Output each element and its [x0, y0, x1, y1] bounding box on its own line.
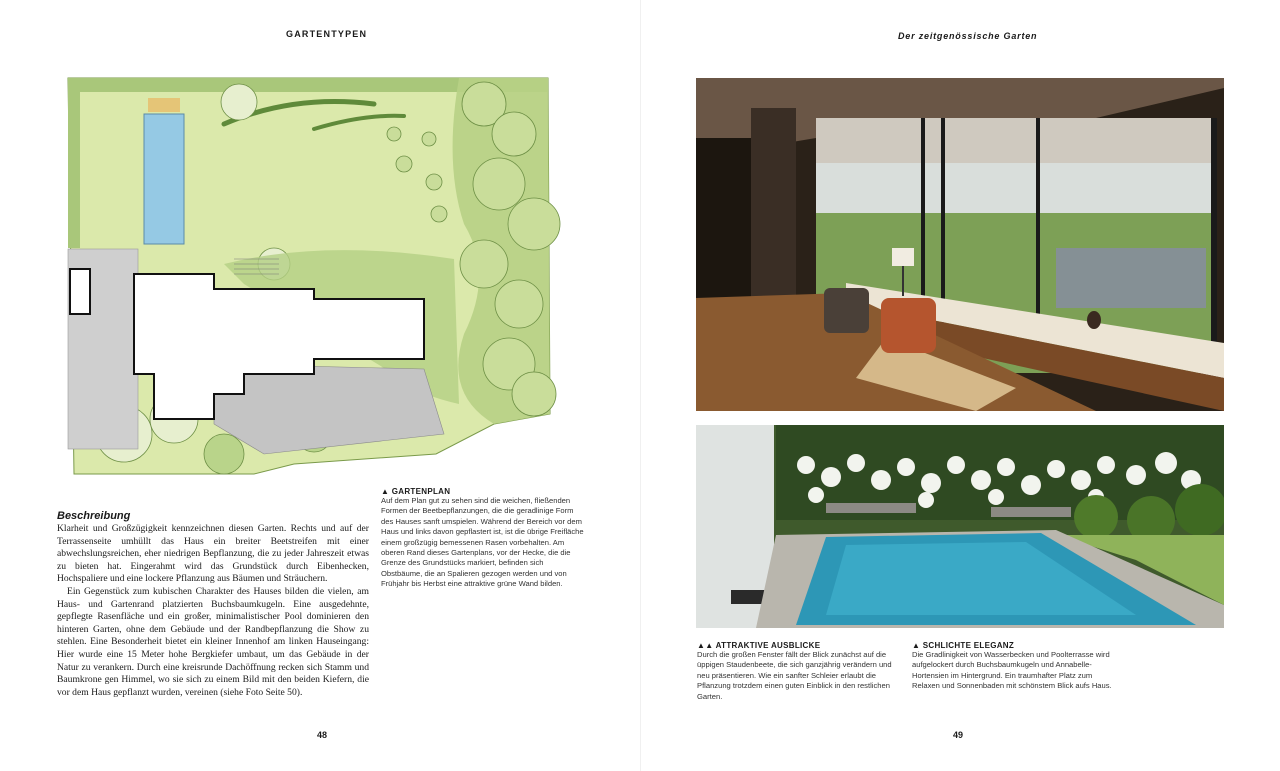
page-gutter	[640, 0, 641, 771]
chapter-header: Der zeitgenössische Garten	[898, 31, 1038, 41]
description-heading: Beschreibung	[57, 510, 131, 522]
views-caption-title: ▲▲ ATTRAKTIVE AUSBLICKE	[697, 641, 821, 650]
page-number-left: 48	[317, 730, 328, 740]
section-header: GARTENTYPEN	[286, 29, 368, 39]
elegance-caption	[912, 641, 1118, 692]
views-caption	[697, 641, 902, 702]
plan-caption	[381, 487, 585, 590]
garden-plan-illustration	[64, 74, 576, 494]
description-paragraph: Klarheit und Großzügigkeit kennzeichnen diesen Garten. Rechts und auf der Terrassenseite umhüllt das Haus ein breiter Beetstreifen mit einer abwechslungsreichen, eher niedrigen Bepflanzung, die zu jeder Jahreszeit etwas zu bieten hat. Eingerahmt wird das Grundstück durch Eibenhecken, Hochspaliere und eine lockere Pflanzung aus Bäumen und Sträuchern.	[57, 523, 369, 585]
plan-caption-title: ▲ GARTENPLAN	[381, 487, 451, 496]
page-number-right: 49	[953, 730, 964, 740]
elegance-caption-title: ▲ SCHLICHTE ELEGANZ	[912, 641, 1015, 650]
elegance-caption-text: Die Gradlinigkeit von Wasserbecken und Poolterrasse wird aufgelockert durch Buchsbaumkugeln und Annabelle-Hortensien im Hintergrund. Ein traumhafter Platz zum Relaxen und Sonnenbaden mit schönstem Blick aufs Haus.	[912, 650, 1112, 691]
interior-window-photo	[696, 78, 1224, 411]
views-caption-text: Durch die großen Fenster fällt der Blick zunächst auf die üppigen Staudenbeete, die sich ganzjährig verändern und neu präsentieren. Wie ein sanfter Schleier erlaubt die Pflanzung trotzdem einen guten Einblick in den restlichen Garten.	[697, 650, 892, 701]
description-paragraph: Ein Gegenstück zum kubischen Charakter des Hauses bilden die vielen, am Haus- und Gartenrand platzierten Buchsbaumkugeln. Eine ausgedehnte, gepflegte Rasenfläche und ein großer, minimalistischer Pool dominieren den hinteren Garten, ohne dem Gebäude und der Randbepflanzung die Show zu stehlen. Eine Besonderheit bietet ein kleiner Innenhof am linken Hauseingang: Hier wurde eine 15 Meter hohe Bergkiefer umbaut, um das Gebäude in der Natur zu verankern. Durch eine kreisrunde Dachöffnung recken sich Stamm und Baumkrone gen Himmel, wo sie sich zu einem Bild mit den beiden Kiefern, die vor dem Haus gepflanzt wurden, vereinen (siehe Foto Seite 50).	[57, 585, 369, 698]
pool-photo	[696, 425, 1224, 628]
plan-caption-text: Auf dem Plan gut zu sehen sind die weichen, fließenden Formen der Beetbepflanzungen, die die geradlinige Form des Hauses sanft umspielen. Während der Bereich vor dem Haus und links davon gepflastert ist, ist die übrige Freifläche einem großzügig bemessenen Rasen vorbehalten. Am oberen Rand dieses Gartenplans, vor der Hecke, die die Grenze des Grundstücks markiert, befinden sich Obstbäume, die an Spalieren gezogen werden und von Frühjahr bis Herbst eine attraktive grüne Wand bilden.	[381, 496, 584, 589]
description-body	[57, 523, 369, 699]
